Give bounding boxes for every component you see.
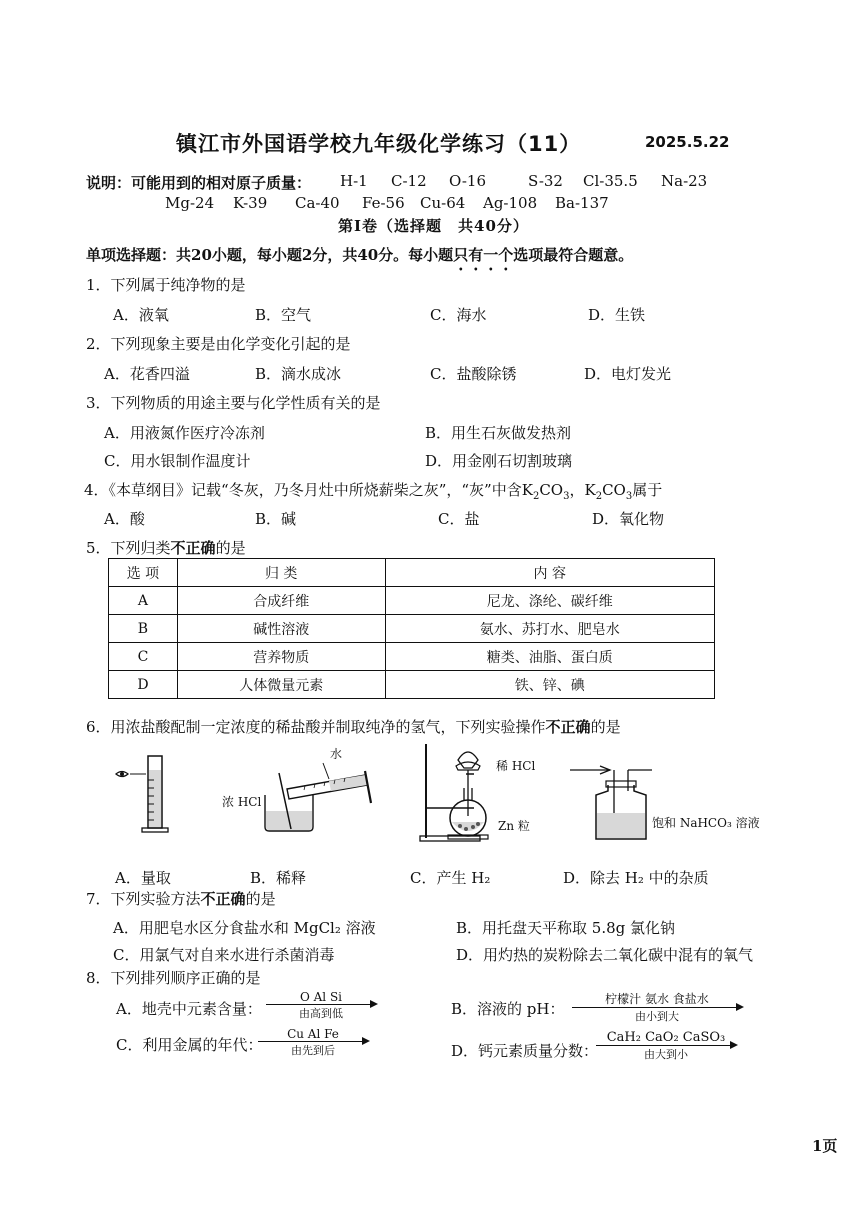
q7-stem-a: 7．下列实验方法: [86, 890, 201, 908]
q4-option-b[interactable]: B．碱: [255, 510, 297, 528]
q8-a-order: O Al Si: [299, 990, 343, 1004]
table-header-category: 归 类: [177, 559, 385, 587]
q4-co-b: CO: [602, 481, 626, 499]
table-cell-category: 合成纤维: [177, 587, 385, 615]
q8-option-c[interactable]: C．利用金属的年代：: [116, 1036, 263, 1054]
atomic-mass-ag: Ag-108: [483, 194, 538, 212]
section-title: 第Ⅰ卷（选择题 共40分）: [338, 217, 529, 235]
q7-option-c[interactable]: C．用氯气对自来水进行杀菌消毒: [113, 946, 335, 964]
table-row: [109, 643, 715, 671]
q6-option-d[interactable]: D．除去 H₂ 中的杂质: [563, 869, 709, 887]
q7-stem-b: 的是: [245, 890, 276, 908]
instructions-part-b: 选项最符合题意。: [513, 246, 634, 264]
page-number: 1页: [812, 1137, 838, 1155]
q6-option-c[interactable]: C．产生 H₂: [410, 869, 491, 887]
table-cell-option: D: [109, 671, 178, 699]
q5-stem-a: 5．下列归类: [86, 539, 171, 557]
q5-classification-table: [108, 558, 715, 699]
table-cell-option: B: [109, 615, 178, 643]
atomic-mass-h: H-1: [340, 172, 368, 190]
q2-option-b[interactable]: B．滴水成冰: [255, 365, 342, 383]
q3-option-c[interactable]: C．用水银制作温度计: [104, 452, 251, 470]
q8-option-d[interactable]: D．钙元素质量分数：: [451, 1042, 599, 1060]
q4-sub-3b: 3: [625, 491, 633, 502]
table-row: [109, 615, 715, 643]
q4-option-c[interactable]: C．盐: [438, 510, 480, 528]
q1-stem: 1．下列属于纯净物的是: [86, 276, 246, 294]
q2-option-a[interactable]: A．花香四溢: [104, 365, 190, 383]
table-cell-option: C: [109, 643, 178, 671]
atomic-mass-na: Na-23: [661, 172, 708, 190]
q6-stem-negation: 不正确: [545, 718, 591, 736]
table-cell-category: 人体微量元素: [177, 671, 385, 699]
atomic-mass-cl: Cl-35.5: [583, 172, 638, 190]
q7-stem-negation: 不正确: [200, 890, 246, 908]
page-title: 镇江市外国语学校九年级化学练习（11）: [176, 132, 582, 156]
q4-co: CO: [539, 481, 564, 499]
atomic-mass-fe: Fe-56: [362, 194, 405, 212]
fig-label-dilute-hcl: 稀 HCl: [496, 759, 536, 773]
arrow-icon: [258, 1041, 368, 1042]
q2-option-d[interactable]: D．电灯发光: [584, 365, 672, 383]
table-row: [109, 587, 715, 615]
fig-label-water: 水: [330, 747, 343, 761]
fig-label-nahco3: 饱和 NaHCO₃ 溶液: [652, 816, 760, 830]
figure-dilution: [225, 745, 390, 835]
atomic-mass-note: [86, 172, 311, 193]
q2-option-c[interactable]: C．盐酸除锈: [430, 365, 517, 383]
figure-measuring-cylinder: [108, 750, 178, 840]
q8-d-direction: 由大到小: [644, 1048, 688, 1061]
atomic-mass-ca: Ca-40: [295, 194, 340, 212]
figure-gas-washing-bottle: [570, 755, 655, 845]
q7-stem: [86, 888, 276, 909]
q1-option-d[interactable]: D．生铁: [588, 306, 646, 324]
table-header-content: 内 容: [385, 559, 714, 587]
q8-b-order: 柠檬汁 氨水 食盐水: [605, 992, 709, 1006]
q1-option-c[interactable]: C．海水: [430, 306, 487, 324]
q6-stem-b: 的是: [590, 718, 621, 736]
q4-stem-end: 属于: [632, 481, 663, 499]
q4-option-a[interactable]: A．酸: [104, 510, 145, 528]
fig-label-conc-hcl: 浓 HCl: [222, 795, 262, 809]
q4-sub-3: 3: [563, 491, 570, 502]
atomic-mass-mg: Mg-24: [165, 194, 215, 212]
arrow-icon: [596, 1045, 736, 1046]
q4-stem-mid: ，K: [569, 481, 596, 499]
instructions-part-a: 单项选择题：共20小题，每小题2分，共40分。每小题: [86, 246, 454, 264]
q4-stem: [84, 479, 662, 502]
q8-stem: 8．下列排列顺序正确的是: [86, 969, 261, 987]
q8-a-sequence: [266, 990, 376, 1021]
note-label: 说明：: [86, 174, 132, 192]
q7-option-b[interactable]: B．用托盘天平称取 5.8g 氯化钠: [456, 919, 676, 937]
q8-c-direction: 由先到后: [291, 1044, 335, 1057]
arrow-icon: [572, 1007, 742, 1008]
atomic-mass-k: K-39: [233, 194, 268, 212]
q4-option-d[interactable]: D．氧化物: [592, 510, 665, 528]
table-header-row: [109, 559, 715, 587]
note-intro: 可能用到的相对原子质量：: [131, 174, 312, 192]
q8-option-a[interactable]: A．地壳中元素含量：: [116, 1000, 262, 1018]
q5-stem: [86, 537, 246, 558]
q3-option-b[interactable]: B．用生石灰做发热剂: [425, 424, 572, 442]
q8-c-order: Cu Al Fe: [287, 1027, 339, 1041]
q8-d-sequence: [596, 1030, 736, 1062]
q4-stem-a: 4．《本草纲目》记载“冬灰，乃冬月灶中所烧薪柴之灰”，“灰”中含K: [84, 481, 533, 499]
q6-stem-a: 6．用浓盐酸配制一定浓度的稀盐酸并制取纯净的氢气，下列实验操作: [86, 718, 546, 736]
q8-d-order: CaH₂ CaO₂ CaSO₃: [606, 1030, 726, 1045]
q8-option-b[interactable]: B．溶液的 pH：: [451, 1000, 565, 1018]
table-cell-content: 糖类、油脂、蛋白质: [385, 643, 714, 671]
table-cell-content: 尼龙、涤纶、碳纤维: [385, 587, 714, 615]
q1-option-a[interactable]: A．液氧: [113, 306, 169, 324]
q8-b-sequence: [572, 990, 742, 1024]
q3-stem: 3．下列物质的用途主要与化学性质有关的是: [86, 394, 381, 412]
q3-option-a[interactable]: A．用液氮作医疗冷冻剂: [104, 424, 265, 442]
instructions: [86, 244, 633, 274]
q2-stem: 2．下列现象主要是由化学变化引起的是: [86, 335, 351, 353]
atomic-mass-o: O-16: [449, 172, 487, 190]
q8-b-direction: 由小到大: [635, 1010, 679, 1023]
q4-sub-2: 2: [532, 491, 540, 502]
table-row: [109, 671, 715, 699]
q7-option-a[interactable]: A．用肥皂水区分食盐水和 MgCl₂ 溶液: [113, 919, 376, 937]
q3-option-d[interactable]: D．用金刚石切割玻璃: [425, 452, 573, 470]
q4-sub-2b: 2: [595, 491, 603, 502]
q5-stem-negation: 不正确: [170, 539, 216, 557]
q5-stem-b: 的是: [215, 539, 246, 557]
atomic-mass-c: C-12: [391, 172, 427, 190]
table-cell-option: A: [109, 587, 178, 615]
exam-date: 2025.5.22: [645, 133, 730, 151]
table-cell-category: 营养物质: [177, 643, 385, 671]
q6-option-b[interactable]: B．稀释: [250, 869, 307, 887]
q8-c-sequence: [258, 1027, 368, 1058]
atomic-mass-ba: Ba-137: [555, 194, 609, 212]
fig-label-zinc: Zn 粒: [498, 819, 530, 833]
table-cell-content: 氨水、苏打水、肥皂水: [385, 615, 714, 643]
q8-a-direction: 由高到低: [299, 1007, 343, 1020]
atomic-mass-s: S-32: [528, 172, 563, 190]
table-cell-category: 碱性溶液: [177, 615, 385, 643]
arrow-icon: [266, 1004, 376, 1005]
atomic-mass-cu: Cu-64: [420, 194, 466, 212]
table-header-option: 选 项: [109, 559, 178, 587]
instructions-emphasis: 只有一个: [453, 246, 514, 264]
table-cell-content: 铁、锌、碘: [385, 671, 714, 699]
q6-stem: [86, 716, 621, 737]
q7-option-d[interactable]: D．用灼热的炭粉除去二氧化碳中混有的氧气: [456, 946, 754, 964]
q1-option-b[interactable]: B．空气: [255, 306, 312, 324]
q6-option-a[interactable]: A．量取: [115, 869, 171, 887]
